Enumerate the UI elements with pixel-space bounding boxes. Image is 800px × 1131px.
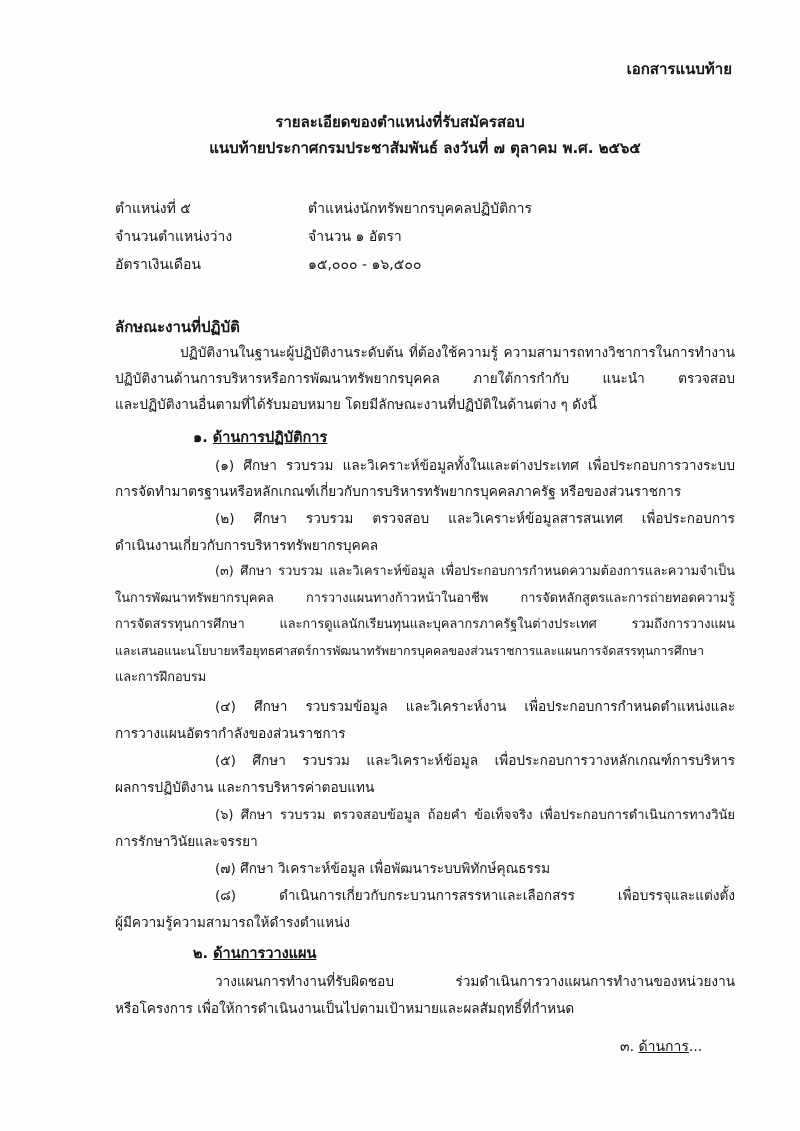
field-value-vacancies: จำนวน ๑ อัตรา xyxy=(308,229,402,245)
item-2-line-2: ดำเนินงานเกี่ยวกับการบริหารทรัพยากรบุคคล xyxy=(115,538,379,554)
area2-line-1: วางแผนการทำงานที่รับผิดชอบ ร่วมดำเนินการวางแผนการทำงานของหน่วยงาน xyxy=(215,974,735,990)
area2-title: ด้านการวางแผน xyxy=(213,946,317,962)
item-3-line-5: และการฝึกอบรม xyxy=(115,670,207,685)
item-3-line-3: การจัดสรรทุนการศึกษา และการดูแลนักเรียนทุนและบุคลากรภาครัฐในต่างประเทศ รวมถึงการวางแผน xyxy=(115,617,735,632)
intro-line-2: ปฏิบัติงานด้านการบริหารหรือการพัฒนาทรัพยากรบุคคล ภายใต้การกำกับ แนะนำ ตรวจสอบ xyxy=(115,371,735,387)
item-6-line-2: การรักษาวินัยและจรรยา xyxy=(115,834,258,850)
field-label-vacancies: จำนวนตำแหน่งว่าง xyxy=(115,229,233,245)
item-3-line-2: ในการพัฒนาทรัพยากรบุคคล การวางแผนทางก้าวหน้าในอาชีพ การจัดหลักสูตรและการถ่ายทอดความรู้ xyxy=(115,591,735,606)
item-1-line-1: (๑) ศึกษา รวบรวม และวิเคราะห์ข้อมูลทั้งในและต่างประเทศ เพื่อประกอบการวางระบบ xyxy=(215,458,735,474)
item-5-line-1: (๕) ศึกษา รวบรวม และวิเคราะห์ข้อมูล เพื่อประกอบการวางหลักเกณฑ์การบริหาร xyxy=(215,753,735,769)
item-7-line-1: (๗) ศึกษา วิเคราะห์ข้อมูล เพื่อพัฒนาระบบพิทักษ์คุณธรรม xyxy=(215,861,551,877)
area2-number: ๒. xyxy=(193,946,209,962)
intro-line-3: และปฏิบัติงานอื่นตามที่ได้รับมอบหมาย โดยมีลักษณะงานที่ปฏิบัติในด้านต่าง ๆ ดังนี้ xyxy=(115,397,597,413)
document-title: รายละเอียดของตำแหน่งที่รับสมัครสอบ xyxy=(275,113,525,131)
field-label-position: ตำแหน่งที่ ๕ xyxy=(115,201,191,217)
item-8-line-2: ผู้มีความรู้ความสามารถให้ดำรงตำแหน่ง xyxy=(115,915,351,931)
field-value-position: ตำแหน่งนักทรัพยากรบุคคลปฏิบัติการ xyxy=(308,201,533,217)
field-value-salary: ๑๕,๐๐๐ - ๑๖,๕๐๐ xyxy=(308,257,422,273)
item-6-line-1: (๖) ศึกษา รวบรวม ตรวจสอบข้อมูล ถ้อยคำ ข้อเท็จจริง เพื่อประกอบการดำเนินการทางวินัย xyxy=(215,808,735,823)
item-8-line-1: (๘) ดำเนินการเกี่ยวกับกระบวนการสรรหาและเลือกสรร เพื่อบรรจุและแต่งตั้ง xyxy=(215,888,735,904)
item-3-line-4: และเสนอแนะนโยบายหรือยุทธศาสตร์การพัฒนาทรัพยากรบุคคลของส่วนราชการและแผนการจัดสรรทุนการศึกษา xyxy=(115,644,704,658)
item-2-line-1: (๒) ศึกษา รวบรวม ตรวจสอบ และวิเคราะห์ข้อมูลสารสนเทศ เพื่อประกอบการ xyxy=(215,511,735,527)
continuation-number: ๓. xyxy=(620,1039,635,1055)
item-4-line-1: (๔) ศึกษา รวบรวมข้อมูล และวิเคราะห์งาน เพื่อประกอบการกำหนดตำแหน่งและ xyxy=(215,699,735,715)
intro-line-1: ปฏิบัติงานในฐานะผู้ปฏิบัติงานระดับต้น ที่ต้องใช้ความรู้ ความสามารถทางวิชาการในการทำงาน xyxy=(180,345,735,361)
area2-line-2: หรือโครงการ เพื่อให้การดำเนินงานเป็นไปตามเป้าหมายและผลสัมฤทธิ์ที่กำหนด xyxy=(115,1001,575,1017)
item-1-line-2: การจัดทำมาตรฐานหรือหลักเกณฑ์เกี่ยวกับการบริหารทรัพยากรบุคคลภาครัฐ หรือของส่วนราชการ xyxy=(115,484,682,500)
annex-label: เอกสารแนบท้าย xyxy=(626,60,732,78)
area1-heading xyxy=(193,431,800,446)
section-heading: ลักษณะงานที่ปฏิบัติ xyxy=(115,318,240,336)
page-continuation xyxy=(620,1040,702,1054)
field-label-salary: อัตราเงินเดือน xyxy=(115,257,201,273)
item-5-line-2: ผลการปฏิบัติงาน และการบริหารค่าตอบแทน xyxy=(115,780,375,796)
document-subtitle: แนบท้ายประกาศกรมประชาสัมพันธ์ ลงวันที่ ๗ ตุลาคม พ.ศ. ๒๕๖๕ xyxy=(209,139,641,157)
area1-title: ด้านการปฏิบัติการ xyxy=(212,430,328,446)
item-4-line-2: การวางแผนอัตรากำลังของส่วนราชการ xyxy=(115,726,346,742)
area1-number: ๑. xyxy=(193,430,208,446)
continuation-text: ด้านการ xyxy=(638,1039,689,1055)
item-3-line-1: (๓) ศึกษา รวบรวม และวิเคราะห์ข้อมูล เพื่อประกอบการกำหนดความต้องการและความจำเป็น xyxy=(215,564,735,579)
area2-heading xyxy=(193,947,800,962)
continuation-ellipsis: ... xyxy=(688,1039,703,1055)
